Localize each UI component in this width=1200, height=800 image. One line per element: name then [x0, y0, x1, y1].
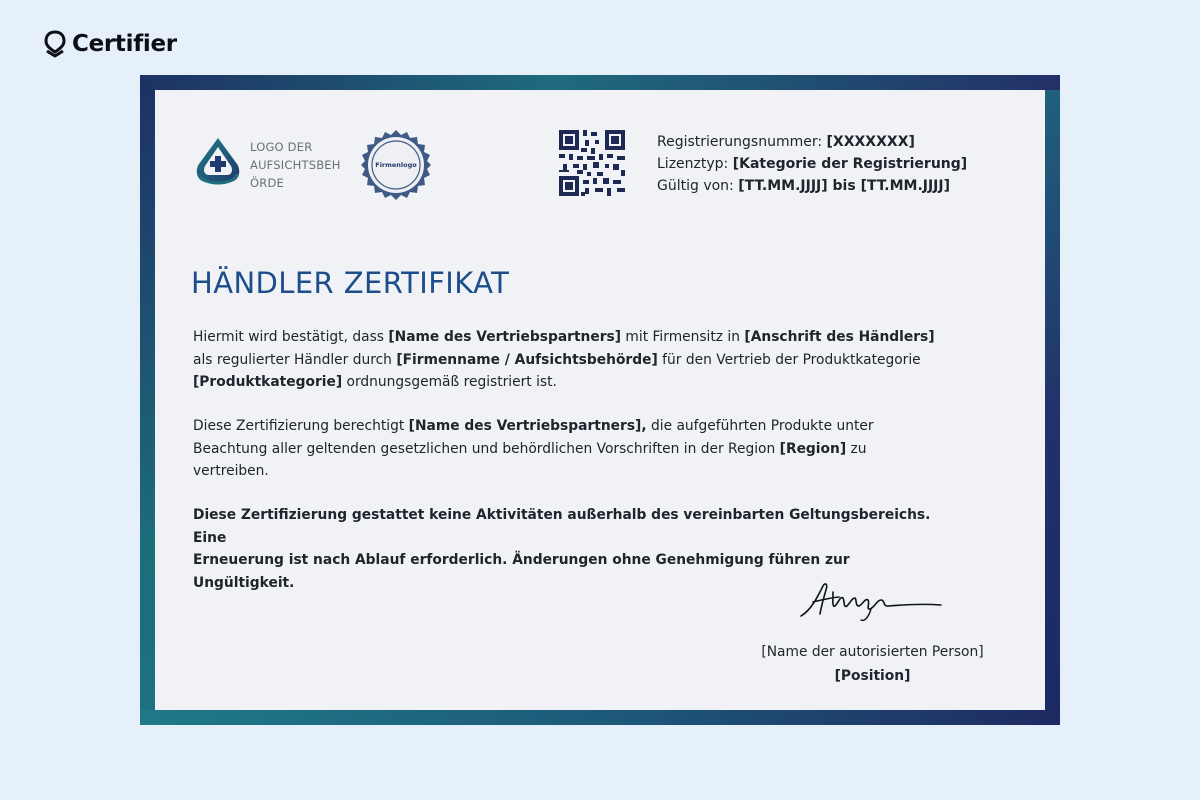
- signature-image: [795, 576, 945, 632]
- validity-line: [657, 175, 967, 197]
- text-fragment: Diese Zertifizierung berechtigt: [193, 418, 409, 434]
- license-type-label: Lizenztyp:: [657, 156, 733, 172]
- license-type-line: [657, 153, 967, 175]
- paragraph-line: [193, 460, 953, 483]
- placeholder-authority: [Firmenname / Aufsichtsbehörde]: [396, 351, 658, 368]
- brand-logo: [44, 30, 177, 58]
- signer-position: [Position]: [834, 668, 911, 684]
- certifier-shield-icon: [44, 30, 66, 58]
- text-fragment: ordnungsgemäß registriert ist.: [342, 374, 557, 390]
- placeholder-distributor-name: [Name des Vertriebspartners],: [408, 418, 647, 434]
- valid-to-value: [TT.MM.JJJJ]: [860, 178, 950, 194]
- placeholder-dealer-address: [Anschrift des Händlers]: [744, 329, 935, 345]
- text-fragment: die aufgeführten Produkte unter: [646, 418, 874, 434]
- certificate-bottom-border: [140, 710, 1060, 725]
- registration-details: [657, 131, 967, 197]
- authority-cross-logo-icon: [193, 134, 243, 194]
- placeholder-region: [Region]: [779, 440, 847, 457]
- text-fragment: Beachtung aller geltenden gesetzlichen und behördlichen Vorschriften in der Region: [193, 440, 780, 457]
- placeholder-product-category: [Produktkategorie]: [193, 374, 343, 390]
- valid-from-value: [TT.MM.JJJJ]: [738, 178, 828, 194]
- company-logo-text: Firmenlogo: [375, 161, 417, 169]
- text-fragment: für den Vertrieb der Produktkategorie: [657, 351, 921, 368]
- text-fragment: mit Firmensitz in: [621, 329, 745, 345]
- qr-code-icon: [559, 130, 625, 196]
- restriction-text: Erneuerung ist nach Ablauf erforderlich. Änderungen ohne Genehmigung führen zur Ungültigkeit.: [193, 552, 850, 591]
- text-fragment: Hiermit wird bestätigt, dass: [193, 329, 389, 345]
- certificate-top-border: [140, 75, 1060, 90]
- certificate-paper: [155, 90, 1045, 710]
- validity-label: Gültig von:: [657, 178, 739, 194]
- text-fragment: als regulierter Händler durch: [193, 351, 397, 368]
- signer-block: [715, 640, 1030, 688]
- signer-name: [Name der autorisierten Person]: [761, 644, 984, 660]
- paragraph-authorization: [193, 415, 953, 483]
- paragraph-line: [193, 438, 953, 461]
- validity-separator: bis: [827, 178, 861, 194]
- registration-number-label: Registrierungsnummer:: [657, 134, 827, 150]
- placeholder-distributor-name: [Name des Vertriebspartners]: [388, 329, 622, 345]
- paragraph-line: [193, 504, 953, 549]
- brand-name: Certifier: [72, 31, 177, 57]
- certificate-title: HÄNDLER ZERTIFIKAT: [191, 266, 510, 300]
- text-fragment: vertreiben.: [193, 463, 269, 479]
- certificate: [140, 75, 1060, 725]
- restriction-text: Diese Zertifizierung gestattet keine Aktivitäten außerhalb des vereinbarten Geltungsbereichs. Eine: [193, 507, 931, 546]
- paragraph-line: [193, 326, 953, 349]
- authority-logo-text: LOGO DER AUFSICHTSBEH ÖRDE: [250, 140, 341, 190]
- text-fragment: zu: [846, 440, 867, 457]
- license-type-value: [Kategorie der Registrierung]: [732, 156, 968, 172]
- paragraph-line: [193, 371, 953, 394]
- registration-number-value: [XXXXXXX]: [826, 134, 915, 150]
- paragraph-line: [193, 415, 953, 438]
- paragraph-line: [193, 349, 953, 372]
- registration-number-line: [657, 131, 967, 153]
- paragraph-confirmation: [193, 326, 953, 394]
